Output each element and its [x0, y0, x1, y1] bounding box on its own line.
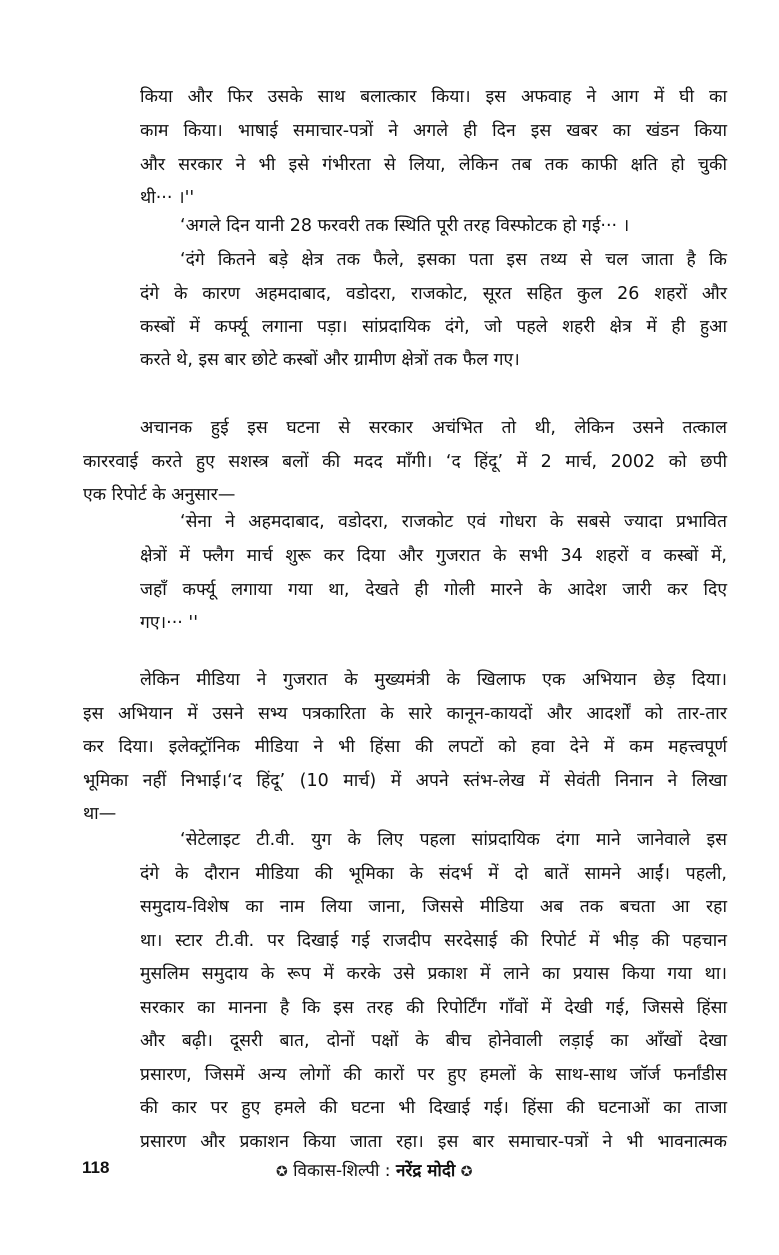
text-line: और सरकार ने भी इसे गंभीरता से लिया, लेकिन तब तक काफी क्षति हो चुकी	[140, 155, 727, 175]
text-line: था। स्टार टी.वी. पर दिखाई गई राजदीप सरदेसाई की रिपोर्ट में भीड़ की पहचान	[140, 931, 727, 951]
text-line: कर दिया। इलेक्ट्रॉनिक मीडिया ने भी हिंसा की लपटों को हवा देने में कम महत्त्वपूर्ण	[83, 737, 727, 757]
text-line: और बढ़ी। दूसरी बात, दोनों पक्षों के बीच होनेवाली लड़ाई का आँखों देखा	[140, 1031, 727, 1051]
text-line: काम किया। भाषाई समाचार-पत्रों ने अगले ही दिन इस खबर का खंडन किया	[140, 121, 727, 141]
text-line: किया और फिर उसके साथ बलात्कार किया। इस अफवाह ने आग में घी का	[140, 87, 727, 107]
text-line: था—	[83, 804, 117, 824]
text-line: मुसलिम समुदाय के रूप में करके उसे प्रकाश में लाने का प्रयास किया गया था।	[140, 964, 727, 984]
text-line: करते थे, इस बार छोटे कस्बों और ग्रामीण क्षेत्रों तक फैल गए।	[140, 350, 520, 370]
flower-ornament-icon: ✪	[276, 1164, 288, 1180]
text-line: काररवाई करते हुए सशस्त्र बलों की मदद माँगी। ‘द हिंदू’ में 2 मार्च, 2002 को छपी	[83, 452, 727, 472]
text-line: जहाँ कर्फ्यू लगाया गया था, देखते ही गोली मारने के आदेश जारी कर दिए	[140, 580, 727, 600]
text-line: ‘सेटेलाइट टी.वी. युग के लिए पहला सांप्रदायिक दंगा माने जानेवाले इस	[180, 830, 727, 850]
book-title: विकास-शिल्पी :	[293, 1161, 396, 1181]
text-line: की कार पर हुए हमले की घटना भी दिखाई गई। हिंसा की घटनाओं का ताजा	[140, 1098, 727, 1118]
text-line: दंगे के दौरान मीडिया की भूमिका के संदर्भ में दो बातें सामने आईं। पहली,	[140, 864, 727, 884]
text-line: थी··· ।''	[140, 188, 195, 208]
text-line: अचानक हुई इस घटना से सरकार अचंभित तो थी, लेकिन उसने तत्काल	[140, 418, 727, 438]
text-line: प्रसारण और प्रकाशन किया जाता रहा। इस बार समाचार-पत्रों ने भी भावनात्मक	[140, 1132, 727, 1152]
text-line: ‘अगले दिन यानी 28 फरवरी तक स्थिति पूरी तरह विस्फोटक हो गई··· ।	[180, 216, 630, 236]
text-line: इस अभियान में उसने सभ्य पत्रकारिता के सारे कानून-कायदों और आदर्शों को तार-तार	[83, 704, 727, 724]
text-line: लेकिन मीडिया ने गुजरात के मुख्यमंत्री के खिलाफ एक अभियान छेड़ दिया।	[140, 670, 727, 690]
text-line: कस्बों में कर्फ्यू लगाना पड़ा। सांप्रदायिक दंगे, जो पहले शहरी क्षेत्र में ही हुआ	[140, 317, 727, 337]
book-subject-name: नरेंद्र मोदी	[395, 1161, 456, 1181]
text-line: प्रसारण, जिसमें अन्य लोगों की कारों पर हुए हमलों के साथ-साथ जॉर्ज फर्नांडीस	[140, 1065, 727, 1085]
text-line: भूमिका नहीं निभाई।‘द हिंदू’ (10 मार्च) में अपने स्तंभ-लेख में सेवंती निनान ने लिखा	[83, 771, 727, 791]
text-line: ‘दंगे कितने बड़े क्षेत्र तक फैले, इसका पता इस तथ्य से चल जाता है कि	[180, 250, 727, 270]
flower-ornament-icon: ✪	[460, 1164, 473, 1180]
running-footer	[276, 1158, 472, 1181]
text-line: ‘सेना ने अहमदाबाद, वडोदरा, राजकोट एवं गोधरा के सबसे ज्यादा प्रभावित	[180, 512, 727, 532]
text-line: गए।··· ''	[140, 613, 199, 633]
text-line: सरकार का मानना है कि इस तरह की रिपोर्टिंग गाँवों में देखी गई, जिससे हिंसा	[140, 998, 727, 1018]
text-line: दंगे के कारण अहमदाबाद, वडोदरा, राजकोट, सूरत सहित कुल 26 शहरों और	[140, 284, 727, 304]
text-line: क्षेत्रों में फ्लैग मार्च शुरू कर दिया और गुजरात के सभी 34 शहरों व कस्बों में,	[140, 546, 727, 566]
page-number: 118	[82, 1158, 110, 1177]
text-line: एक रिपोर्ट के अनुसार—	[83, 485, 236, 505]
text-line: समुदाय-विशेष का नाम लिया जाना, जिससे मीडिया अब तक बचता आ रहा	[140, 897, 727, 917]
